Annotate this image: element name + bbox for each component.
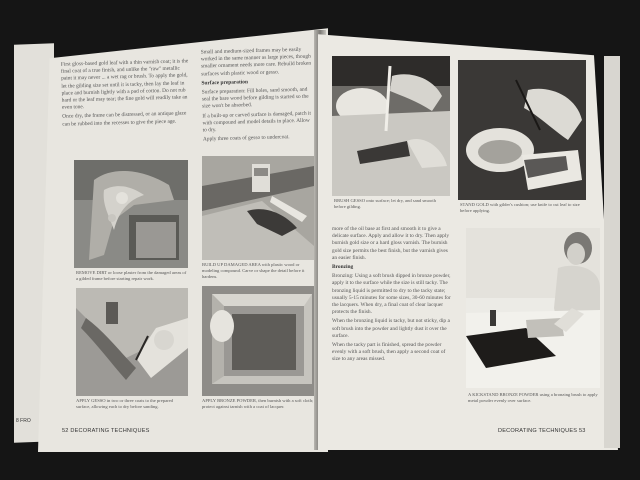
paragraph: Once dry, the frame can be distressed, or an antique glaze can be rubbed into the recesses to give the piece age. [62,110,187,128]
paragraph: If a built-up or carved surface is damaged, patch it with compound and model details in place. Allow to dry. [202,110,312,134]
photo-apply-gesso [76,288,188,396]
caption: APPLY GESSO in two or three coats to the prepared surface, allowing each to dry before sanding. [76,398,173,409]
paragraph: Surface preparation: Fill holes, sand smooth, and seal the bare wood before gilding is started so the size won't be absorbed. [201,86,309,110]
caption: A KICKSTAND BRONZE POWDER using a bronzing brush to apply metal powder evenly over surface. [468,392,598,403]
right-page-footer: DECORATING TECHNIQUES 53 [498,428,586,434]
right-column [332,226,454,418]
left-column-2 [201,47,316,158]
caption: BUILD UP DAMAGED AREA with plastic wood or modeling compound. Carve or shape the detail before it hardens. [202,262,305,279]
photo-bronzing-table [466,228,600,388]
caption: REMOVE DIRT or loose plaster from the damaged areas of a gilded frame before starting repair work. [76,270,187,281]
section-heading: Surface preparation [201,79,249,87]
paragraph: Apply three coats of gesso to undercoat. [202,134,290,143]
photo-build-up [202,156,314,260]
caption: APPLY BRONZE POWDER, then burnish with a soft cloth; protect against tarnish with a coat of lacquer. [202,398,314,409]
right-page-edges [604,56,620,448]
caption: STAND GOLD with gilder's cushion; use knife to cut leaf to size before applying. [460,202,580,213]
left-column-1 [61,58,192,159]
left-page-footer: 52 DECORATING TECHNIQUES [62,428,150,434]
photo-brush-gesso [332,56,450,196]
paragraph: Small and medium-sized frames may be easily worked in the same manner as large pieces, though smaller ornament needs more care. Rebuild broken surfaces with plastic wood or gesso. [200,46,312,78]
paragraph: When the tacky part is finished, spread the powder evenly with a soft brush, then apply a second coat of size to any areas missed. [332,342,446,363]
photo-bronze-powder [202,286,316,396]
photo-gilder-cushion [458,60,586,200]
section-heading: Bronzing [332,264,354,271]
paragraph: First gloss-based gold leaf with a thin varnish coat; it is the final coat of a true finish, and unlike the "raw" metallic paint it may never ... a wet rag or brush. To apply the gold, let the gilding size set until it is tacky, then lay the leaf in place and burnish lightly with a pad of cotton. Do not rub hard or the leaf may tear; the fine gold will readily take an even tone. [60,58,189,111]
paragraph: When the bronzing liquid is tacky, but not sticky, dip a soft brush into the powder and lightly dust it over the surface. [332,318,450,339]
side-page-tab: 8 FRO [16,418,31,424]
photo-frame-corner [74,160,188,268]
paragraph: Bronzing: Using a soft brush dipped in bronze powder, apply it to the surface while the size is still tacky. The bronzing liquid is permitted to dry to the tacky state; usually 5-15 minutes for some sizes, 30-60 minutes for the lacquers. When dry, a final coat of clear lacquer protects the finish. [332,273,451,316]
caption: BRUSH GESSO onto surface; let dry, and sand smooth before gilding. [334,198,436,209]
paragraph: more of the oil base at first and smooth it to give a delicate surface. Apply and allow it to dry. Then apply burnish gold size or a hard gloss varnish. The burnish gold size permits the best finish, but the varnish gives an easier finish. [332,226,450,261]
